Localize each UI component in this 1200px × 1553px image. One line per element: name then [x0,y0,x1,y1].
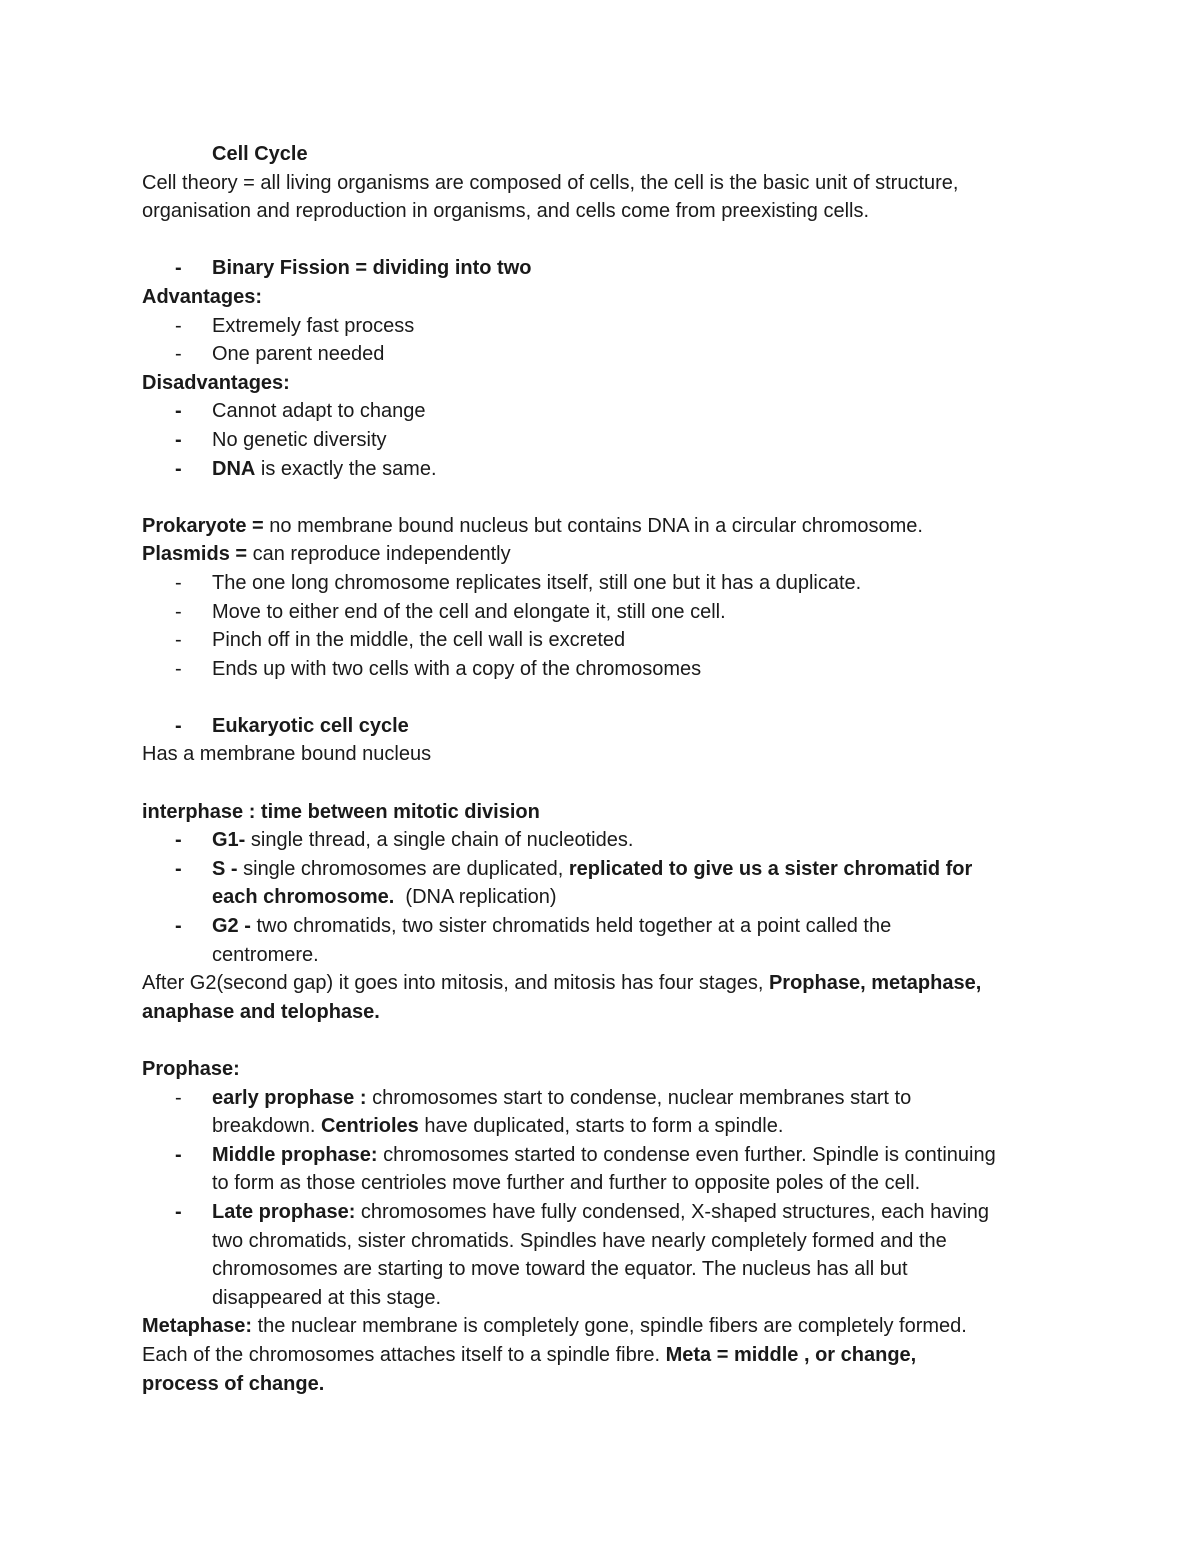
list-item-late-prophase: - Late prophase: chromosomes have fully condensed, X-shaped structures, each having [175,1200,990,1223]
list-item-middle-prophase-continued: to form as those centrioles move further and further to opposite poles of the cell. [212,1172,921,1195]
cell-theory-line-2: organisation and reproduction in organisms, and cells come from preexisting cells. [142,200,870,223]
list-item: - Extremely fast process [175,314,415,337]
list-item: - No genetic diversity [175,428,387,451]
cell-theory-line-1: Cell theory = all living organisms are composed of cells, the cell is the basic unit of structure, [142,171,959,194]
mitosis-line-1: After G2(second gap) it goes into mitosis, and mitosis has four stages, Prophase, metaphase, [142,972,982,995]
disadvantages-heading: Disadvantages: [142,371,290,394]
list-item-late-prophase-continued: disappeared at this stage. [212,1286,442,1309]
mitosis-line-2: anaphase and telophase. [142,1000,380,1023]
list-item-g1: - G1- single thread, a single chain of nucleotides. [175,829,634,852]
list-item: - DNA is exactly the same. [175,457,437,480]
binary-fission-heading: Binary Fission = dividing into two [212,257,532,280]
document-page [142,140,1082,1398]
list-item-late-prophase-continued: chromosomes are starting to move toward the equator. The nucleus has all but [212,1258,908,1281]
list-item-early-prophase-continued: breakdown. Centrioles have duplicated, starts to form a spindle. [212,1115,784,1138]
binary-fission-item [142,254,1082,283]
list-item: - One parent needed [175,343,385,366]
bullet-dash: - [175,257,182,280]
list-item: - Move to either end of the cell and elongate it, still one cell. [175,600,726,623]
prophase-heading: Prophase: [142,1058,240,1080]
list-item-middle-prophase: - Middle prophase: chromosomes started to condense even further. Spindle is continuing [175,1143,996,1166]
list-item-early-prophase: - early prophase : chromosomes start to condense, nuclear membranes start to [175,1086,912,1109]
prokaryote-definition: Prokaryote = no membrane bound nucleus but contains DNA in a circular chromosome. [142,514,923,537]
metaphase-line-2: Each of the chromosomes attaches itself to a spindle fibre. Meta = middle , or change, [142,1343,917,1366]
list-item-late-prophase-continued: two chromatids, sister chromatids. Spindles have nearly completely formed and the [212,1229,947,1252]
list-item: - Pinch off in the middle, the cell wall is excreted [175,629,626,652]
plasmids-definition: Plasmids = can reproduce independently [142,543,511,566]
page-title: Cell Cycle [212,143,308,165]
interphase-heading: interphase : time between mitotic division [142,800,540,823]
list-item-g2: - G2 - two chromatids, two sister chromatids held together at a point called the [175,915,892,938]
metaphase-line-3: process of change. [142,1372,325,1395]
list-item-s-continued: each chromosome. (DNA replication) [212,886,557,909]
list-item-s: - S - single chromosomes are duplicated, replicated to give us a sister chromatid for [175,857,973,880]
list-item: - Cannot adapt to change [175,400,426,423]
eukaryotic-text: Has a membrane bound nucleus [142,743,432,766]
metaphase-line-1: Metaphase: the nuclear membrane is completely gone, spindle fibers are completely formed. [142,1315,967,1338]
list-item: - The one long chromosome replicates itself, still one but it has a duplicate. [175,571,862,594]
advantages-heading: Advantages: [142,285,263,308]
list-item-g2-continued: centromere. [212,943,319,966]
eukaryotic-heading-item: - Eukaryotic cell cycle [175,714,409,737]
list-item: - Ends up with two cells with a copy of the chromosomes [175,657,702,680]
